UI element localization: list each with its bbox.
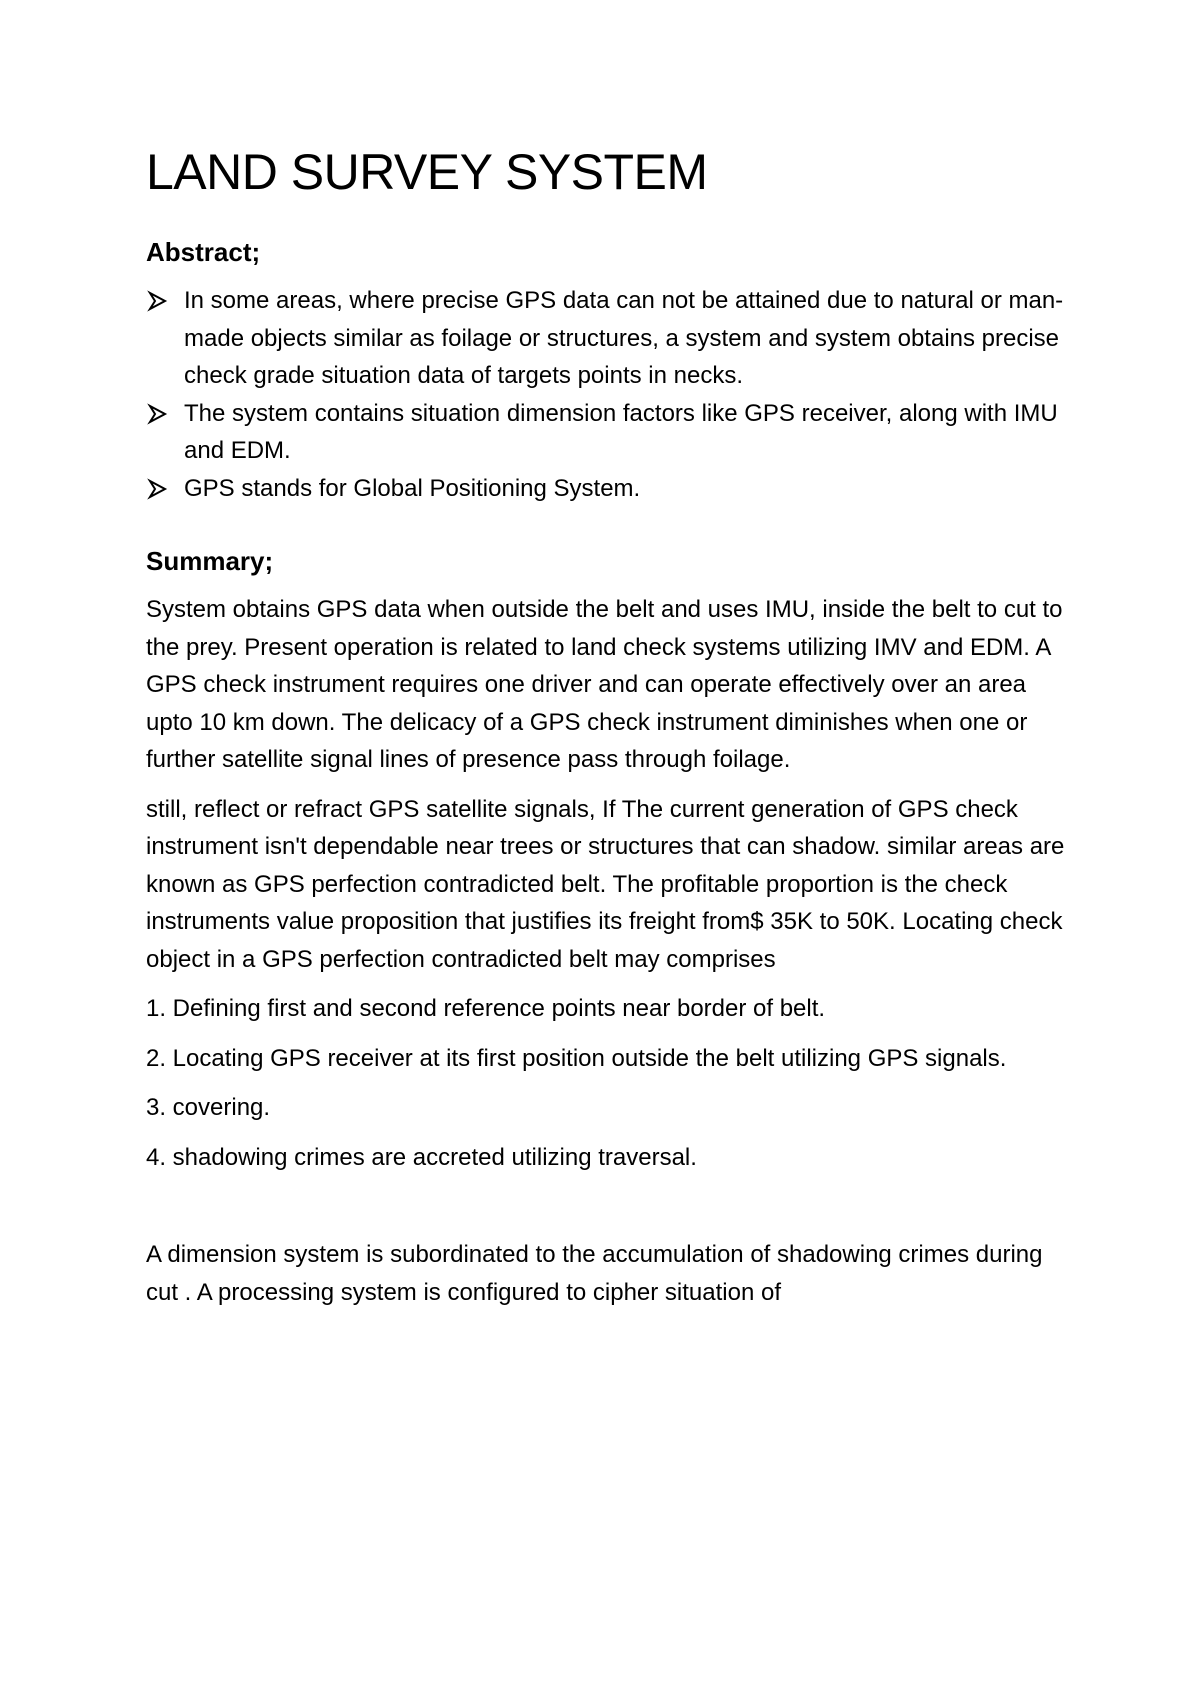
summary-list-item: 4. shadowing crimes are accreted utilizing traversal. [146, 1143, 697, 1171]
summary-paragraph: System obtains GPS data when outside the belt and uses IMU, inside the belt to cut to the prey. Present operation is related to land check systems utilizing IMV and EDM. A GPS check instrument requires one driver and can operate effectively over an area upto 10 km down. The delicacy of a GPS check instrument diminishes when one or further satellite signal lines of presence pass through foilage. [146, 596, 1063, 773]
summary-list-item: 3. covering. [146, 1094, 271, 1121]
abstract-bullet-text: In some areas, where precise GPS data can not be attained due to natural or man- made objects similar as foilage or structures, a system and system obtains precise check grade situation data of targets points in necks. [184, 287, 1064, 389]
document-title: LAND SURVEY SYSTEM [146, 144, 708, 200]
arrowhead-bullet-icon [146, 395, 170, 432]
summary-list-item: 1. Defining first and second reference points near border of belt. [146, 995, 826, 1022]
summary-paragraph: still, reflect or refract GPS satellite signals, If The current generation of GPS check instrument isn't dependable near trees or structures that can shadow. similar areas are known as GPS perfection contradicted belt. The profitable proportion is the check instruments value proposition that justifies its freight from$ 35K to 50K. Locating check object in a GPS perfection contradicted belt may comprises [146, 795, 1065, 973]
abstract-bullet-list [146, 282, 1076, 507]
abstract-bullet [184, 282, 1076, 395]
abstract-bullet-text: GPS stands for Global Positioning System. [184, 474, 641, 502]
abstract-bullet-text: The system contains situation dimension factors like GPS receiver, along with IMU and EDM. [184, 399, 1058, 464]
closing-paragraph: A dimension system is subordinated to the accumulation of shadowing crimes during cut . A processing system is configured to cipher situation of [146, 1241, 1043, 1306]
arrowhead-bullet-icon [146, 282, 170, 319]
section-spacer [146, 1188, 1076, 1236]
abstract-heading: Abstract; [146, 237, 261, 267]
summary-list-item: 2. Locating GPS receiver at its first position outside the belt utilizing GPS signals. [146, 1044, 1007, 1072]
summary-heading: Summary; [146, 546, 274, 576]
arrowhead-bullet-icon [146, 470, 170, 507]
abstract-bullet [184, 470, 1076, 508]
document-page [146, 140, 1076, 1323]
abstract-bullet [184, 395, 1076, 470]
